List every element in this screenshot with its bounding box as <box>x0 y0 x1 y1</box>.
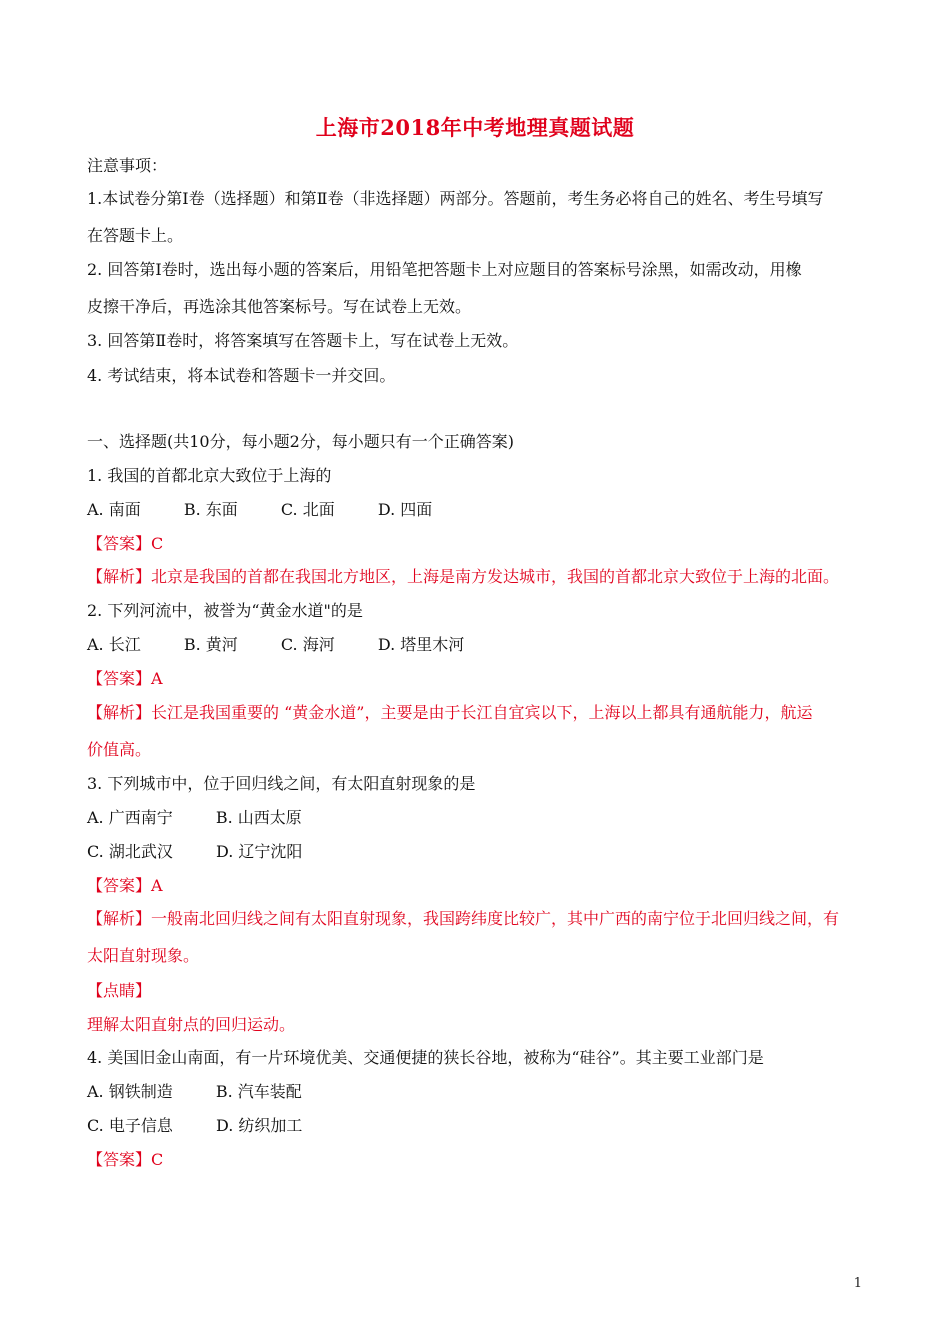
question-2-analysis-line-2: 价值高。 <box>87 740 152 759</box>
option-d: D. 纺织加工 <box>215 1116 303 1135</box>
option-a: A. 南面 <box>87 500 141 519</box>
option-d: D. 辽宁沈阳 <box>215 842 303 861</box>
note-item-3: 3. 回答第Ⅱ卷时，将答案填写在答题卡上，写在试卷上无效。 <box>87 331 519 350</box>
question-3-options-row-2 <box>87 842 308 862</box>
option-c: C. 电子信息 <box>87 1116 173 1135</box>
option-c: C. 湖北武汉 <box>87 842 173 861</box>
question-2-options <box>87 635 470 655</box>
section-heading: 一、选择题(共10分，每小题2分，每小题只有一个正确答案) <box>87 432 515 451</box>
notes-heading: 注意事项： <box>87 156 168 175</box>
question-4-options-row-1 <box>87 1082 308 1102</box>
question-3-options-row-1 <box>87 808 308 828</box>
question-1-options <box>87 500 438 520</box>
question-3-stem: 3. 下列城市中，位于回归线之间，有太阳直射现象的是 <box>87 774 476 793</box>
option-a: A. 钢铁制造 <box>87 1082 173 1101</box>
question-3-tip-label: 【点睛】 <box>87 981 152 1000</box>
note-item-2-line-2: 皮擦干净后，再选涂其他答案标号。写在试卷上无效。 <box>87 297 472 316</box>
question-4-stem: 4. 美国旧金山南面，有一片环境优美、交通便捷的狭长谷地，被称为“硅谷”。其主要工业部门是 <box>87 1048 764 1067</box>
option-c: C. 海河 <box>280 635 335 654</box>
page-title: 上海市2018年中考地理真题试题 <box>315 115 635 140</box>
page-number: 1 <box>853 1276 862 1291</box>
question-3-answer: 【答案】A <box>87 876 163 895</box>
option-c: C. 北面 <box>280 500 335 519</box>
question-4-answer: 【答案】C <box>87 1150 164 1169</box>
option-b: B. 黄河 <box>183 635 238 654</box>
note-item-1-line-1: 1.本试卷分第Ⅰ卷（选择题）和第Ⅱ卷（非选择题）两部分。答题前，考生务必将自己的姓名、考生号填写 <box>87 189 824 208</box>
option-a: A. 长江 <box>87 635 141 654</box>
question-2-analysis-line-1: 【解析】长江是我国重要的 “黄金水道”，主要是由于长江自宜宾以下，上海以上都具有通航能力，航运 <box>87 703 813 722</box>
question-3-tip: 理解太阳直射点的回归运动。 <box>87 1015 296 1034</box>
question-3-analysis-line-2: 太阳直射现象。 <box>87 946 200 965</box>
question-1-stem: 1. 我国的首都北京大致位于上海的 <box>87 466 332 485</box>
option-b: B. 东面 <box>183 500 238 519</box>
note-item-2-line-1: 2. 回答第Ⅰ卷时，选出每小题的答案后，用铅笔把答题卡上对应题目的答案标号涂黑，如需改动，用橡 <box>87 260 802 279</box>
option-d: D. 四面 <box>377 500 433 519</box>
option-b: B. 山西太原 <box>215 808 302 827</box>
option-b: B. 汽车装配 <box>215 1082 302 1101</box>
note-item-1-line-2: 在答题卡上。 <box>87 226 184 245</box>
question-3-analysis-line-1: 【解析】一般南北回归线之间有太阳直射现象，我国跨纬度比较广，其中广西的南宁位于北回归线之间，有 <box>87 909 840 928</box>
note-item-4: 4. 考试结束，将本试卷和答题卡一并交回。 <box>87 366 396 385</box>
question-4-options-row-2 <box>87 1116 308 1136</box>
question-1-answer: 【答案】C <box>87 534 164 553</box>
question-2-answer: 【答案】A <box>87 669 163 688</box>
question-1-analysis: 【解析】北京是我国的首都在我国北方地区，上海是南方发达城市，我国的首都北京大致位于上海的北面。 <box>87 567 840 586</box>
question-2-stem: 2. 下列河流中，被誉为“黄金水道"的是 <box>87 601 363 620</box>
option-a: A. 广西南宁 <box>87 808 173 827</box>
option-d: D. 塔里木河 <box>377 635 465 654</box>
